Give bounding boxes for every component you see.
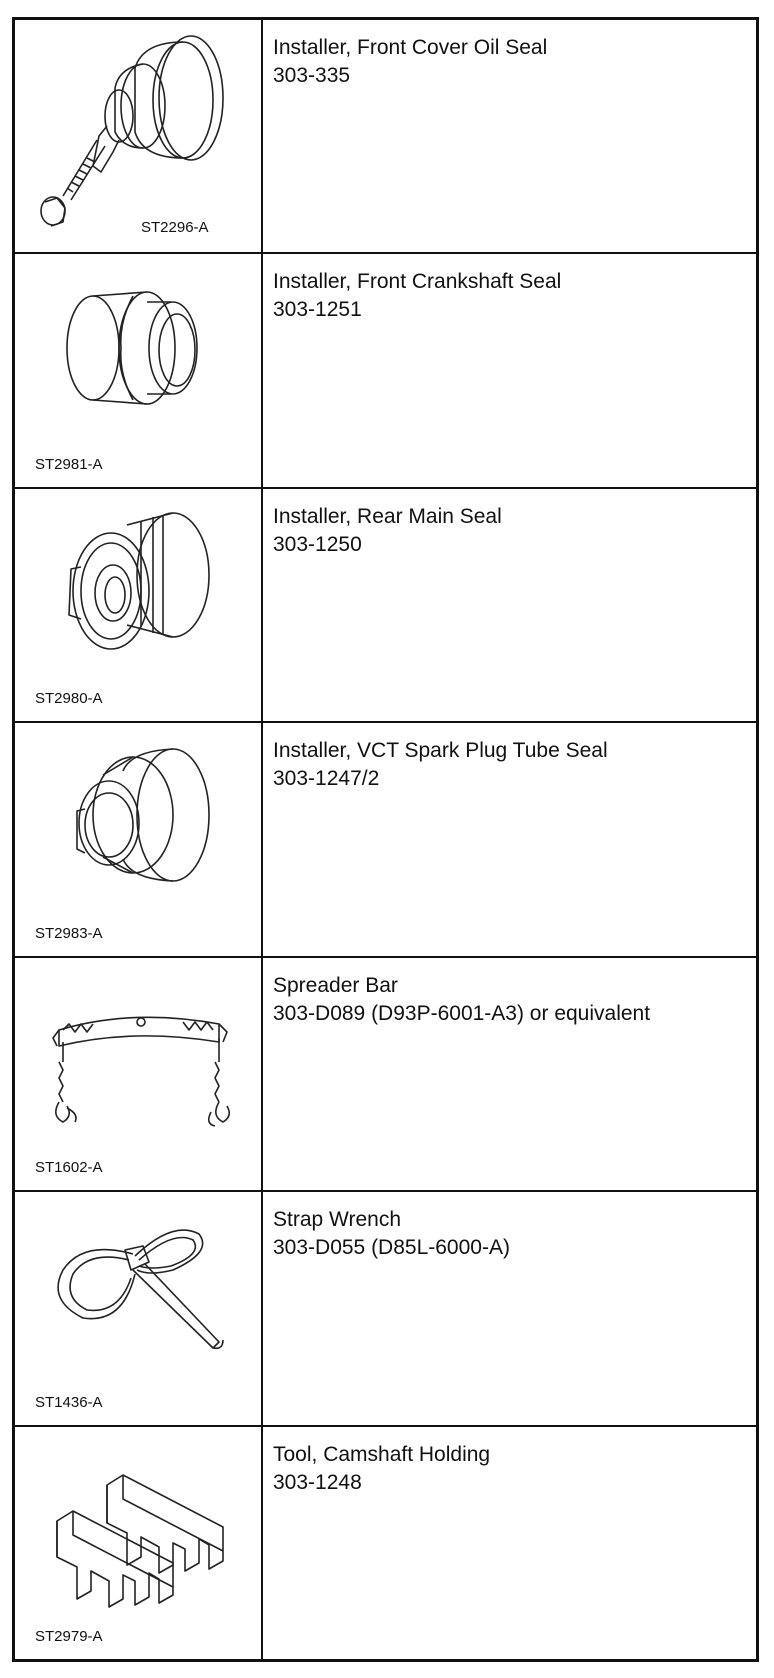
illustration-code: ST2979-A [35, 1627, 103, 1645]
illustration-cell [15, 1192, 263, 1424]
tool-number: 303-1251 [273, 298, 362, 322]
description-cell [263, 254, 756, 486]
description-cell [263, 1427, 756, 1659]
tool-name: Tool, Camshaft Holding [273, 1442, 491, 1466]
description-cell [263, 1192, 756, 1424]
strap-wrench-icon [23, 1200, 253, 1370]
description-cell [263, 723, 756, 955]
rear-main-seal-installer-icon [23, 497, 253, 667]
illustration-cell [15, 254, 263, 486]
tool-number: 303-D055 (D85L-6000-A) [273, 1236, 510, 1260]
camshaft-holding-tool-icon [23, 1435, 253, 1605]
table-row [15, 1427, 756, 1659]
tool-number: 303-D089 (D93P-6001-A3) or equivalent [273, 1001, 651, 1025]
table-row [15, 1192, 756, 1426]
tool-number: 303-1247/2 [273, 767, 380, 791]
description-cell [263, 20, 756, 252]
illustration-code: ST1436-A [35, 1393, 103, 1411]
illustration-cell [15, 489, 263, 721]
tool-number: 303-1250 [273, 532, 362, 556]
table-row [15, 958, 756, 1192]
tool-name: Installer, Front Cover Oil Seal [273, 36, 548, 59]
tool-name: Installer, Rear Main Seal [273, 504, 502, 528]
illustration-code: ST2981-A [35, 455, 103, 473]
crankshaft-seal-installer-icon [23, 262, 253, 432]
front-cover-seal-installer-icon [23, 28, 253, 198]
description-cell [263, 489, 756, 721]
table-row [15, 723, 756, 957]
tool-name: Installer, Front Crankshaft Seal [273, 270, 562, 294]
tool-name: Strap Wrench [273, 1208, 401, 1232]
illustration-cell [15, 723, 263, 955]
illustration-code: ST1602-A [35, 1159, 103, 1177]
table-row [15, 489, 756, 723]
illustration-code: ST2296-A [141, 219, 209, 237]
table-row [15, 254, 756, 488]
tool-number: 303-335 [273, 64, 351, 87]
spark-plug-tube-seal-installer-icon [23, 731, 253, 901]
description-cell [263, 958, 756, 1190]
tool-name: Spreader Bar [273, 973, 398, 997]
spreader-bar-icon [23, 966, 253, 1136]
tool-name: Installer, VCT Spark Plug Tube Seal [273, 739, 608, 763]
illustration-cell [15, 20, 263, 252]
table-row [15, 20, 756, 254]
special-tools-table [12, 17, 759, 1662]
illustration-code: ST2980-A [35, 690, 103, 708]
illustration-cell [15, 1427, 263, 1659]
illustration-code: ST2983-A [35, 924, 103, 942]
tool-number: 303-1248 [273, 1470, 362, 1494]
illustration-cell [15, 958, 263, 1190]
